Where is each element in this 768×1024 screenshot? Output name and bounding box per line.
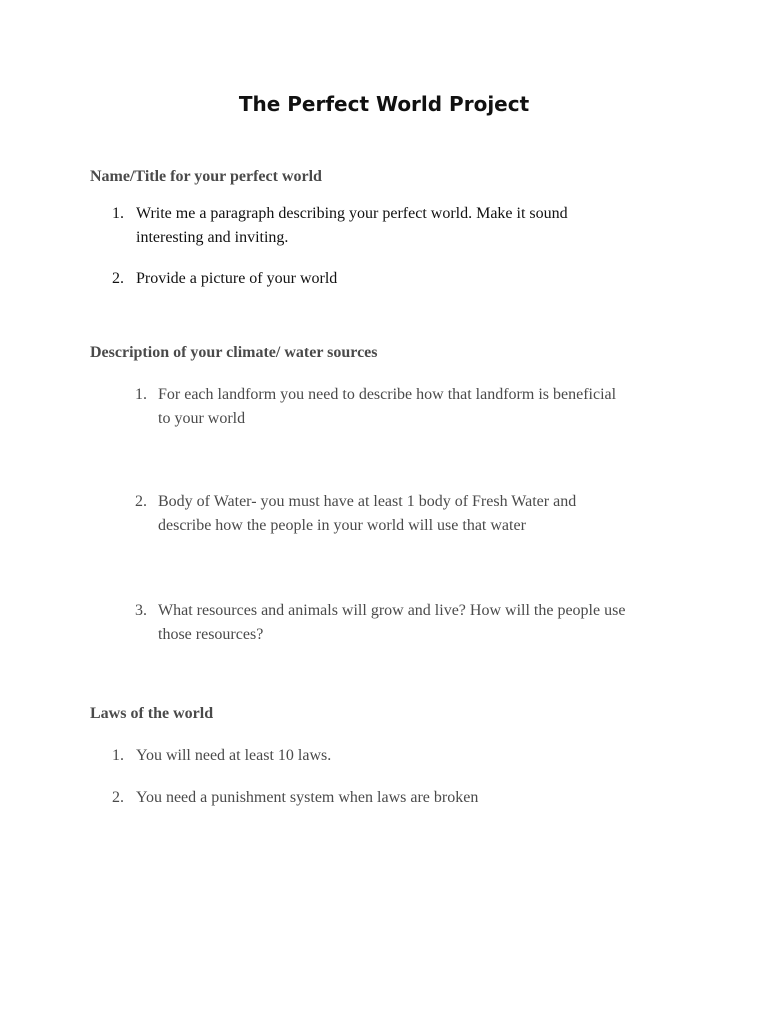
list-item-text-line: You need a punishment system when laws are broken — [136, 789, 479, 806]
list-item-text-line: Write me a paragraph describing your perfect world. Make it sound — [136, 205, 568, 222]
list-item-text-line: Provide a picture of your world — [136, 270, 338, 287]
list-item-text-line: interesting and inviting. — [136, 229, 289, 246]
list-item-text-line: to your world — [158, 410, 246, 427]
list-item-text-line: What resources and animals will grow and live? How will the people use — [158, 602, 626, 619]
list-item-text-line: You will need at least 10 laws. — [136, 747, 332, 764]
section-heading-laws: Laws of the world — [90, 705, 214, 722]
list-item-number: 1. — [112, 747, 124, 764]
list-item — [112, 202, 672, 250]
page-title: The Perfect World Project — [238, 92, 530, 116]
section-heading-climate-water: Description of your climate/ water sources — [90, 344, 378, 361]
list-item — [112, 744, 672, 768]
list-item — [135, 490, 695, 538]
list-item-number: 1. — [112, 205, 124, 222]
list-item-number: 2. — [135, 493, 147, 510]
list-item — [112, 267, 672, 291]
section-heading-name-title: Name/Title for your perfect world — [90, 168, 322, 185]
list-item-text-line: describe how the people in your world will use that water — [158, 517, 526, 534]
list-item-number: 1. — [135, 386, 147, 403]
list-item-number: 2. — [112, 270, 124, 287]
list-item-number: 3. — [135, 602, 147, 619]
list-item-text-line: For each landform you need to describe how that landform is beneficial — [158, 386, 617, 403]
list-item-text-line: those resources? — [158, 626, 264, 643]
list-item — [135, 599, 695, 647]
list-item — [135, 383, 695, 431]
list-item-number: 2. — [112, 789, 124, 806]
list-item — [112, 786, 672, 810]
list-item-text-line: Body of Water- you must have at least 1 body of Fresh Water and — [158, 493, 577, 510]
